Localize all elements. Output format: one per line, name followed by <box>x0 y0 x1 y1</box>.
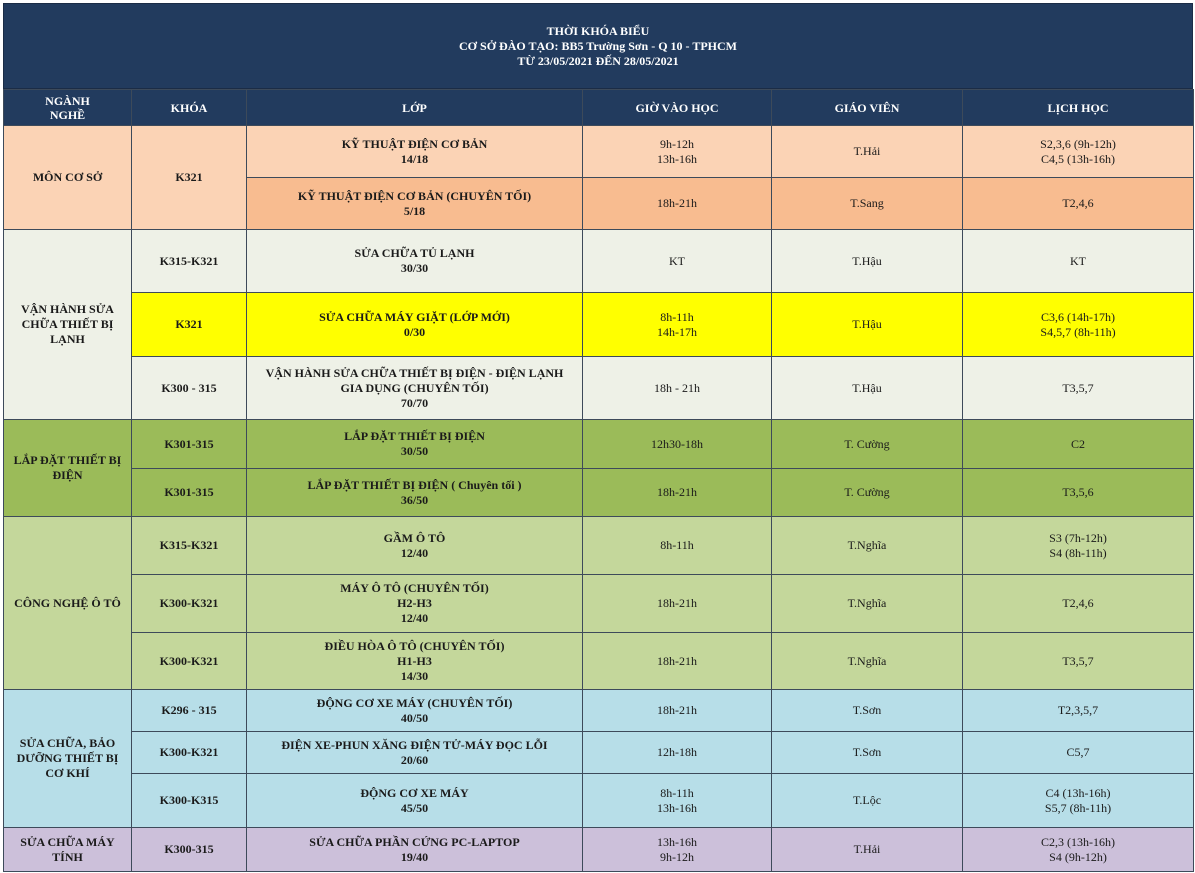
khoa-cell: K315-K321 <box>132 230 247 293</box>
schedule-sheet <box>3 3 1193 872</box>
gv-cell: T.Nghĩa <box>772 575 963 633</box>
khoa-cell: K300-K321 <box>132 732 247 774</box>
col-header-lich-hoc: LỊCH HỌC <box>963 90 1194 126</box>
group-cell: SỬA CHỮA MÁY TÍNH <box>4 828 132 872</box>
gv-cell: T.Hải <box>772 828 963 872</box>
title-banner <box>3 3 1193 89</box>
group-cell: VẬN HÀNH SỬA CHỮA THIẾT BỊ LẠNH <box>4 230 132 420</box>
lop-cell: KỸ THUẬT ĐIỆN CƠ BẢN (CHUYÊN TỐI) 5/18 <box>247 178 583 230</box>
lop-cell: LẮP ĐẶT THIẾT BỊ ĐIỆN 30/50 <box>247 420 583 469</box>
lop-cell: MÁY Ô TÔ (CHUYÊN TỐI) H2-H3 12/40 <box>247 575 583 633</box>
lop-cell: GẦM Ô TÔ 12/40 <box>247 517 583 575</box>
lich-cell: T2,3,5,7 <box>963 690 1194 732</box>
col-header-giao-vien: GIÁO VIÊN <box>772 90 963 126</box>
lich-cell: C5,7 <box>963 732 1194 774</box>
lich-cell: T2,4,6 <box>963 575 1194 633</box>
lop-cell: SỬA CHỮA PHẦN CỨNG PC-LAPTOP 19/40 <box>247 828 583 872</box>
lich-cell: T2,4,6 <box>963 178 1194 230</box>
khoa-cell: K296 - 315 <box>132 690 247 732</box>
lop-cell: ĐỘNG CƠ XE MÁY 45/50 <box>247 774 583 828</box>
table-row <box>4 293 1194 357</box>
lich-cell: S3 (7h-12h) S4 (8h-11h) <box>963 517 1194 575</box>
gv-cell: T.Nghĩa <box>772 633 963 690</box>
gio-cell: 18h - 21h <box>583 357 772 420</box>
table-row <box>4 774 1194 828</box>
table-row <box>4 828 1194 872</box>
table-row <box>4 732 1194 774</box>
khoa-cell: K315-K321 <box>132 517 247 575</box>
khoa-cell: K300-K321 <box>132 633 247 690</box>
gv-cell: T. Cường <box>772 469 963 517</box>
table-row <box>4 690 1194 732</box>
gv-cell: T. Cường <box>772 420 963 469</box>
col-header-gio-vao-hoc: GIỜ VÀO HỌC <box>583 90 772 126</box>
group-cell: LẮP ĐẶT THIẾT BỊ ĐIỆN <box>4 420 132 517</box>
lich-cell: T3,5,7 <box>963 633 1194 690</box>
group-cell: SỬA CHỮA, BẢO DƯỠNG THIẾT BỊ CƠ KHÍ <box>4 690 132 828</box>
gio-cell: KT <box>583 230 772 293</box>
title-date-range: TỪ 23/05/2021 ĐẾN 28/05/2021 <box>517 53 679 68</box>
lich-cell: C3,6 (14h-17h) S4,5,7 (8h-11h) <box>963 293 1194 357</box>
col-header-nganh-nghe: NGÀNH NGHỀ <box>4 90 132 126</box>
group-cell: CÔNG NGHỆ Ô TÔ <box>4 517 132 690</box>
gv-cell: T.Lộc <box>772 774 963 828</box>
lich-cell: C4 (13h-16h) S5,7 (8h-11h) <box>963 774 1194 828</box>
khoa-cell: K321 <box>132 126 247 230</box>
khoa-cell: K300-315 <box>132 828 247 872</box>
gv-cell: T.Hải <box>772 126 963 178</box>
lich-cell: C2 <box>963 420 1194 469</box>
khoa-cell: K301-315 <box>132 469 247 517</box>
table-row <box>4 230 1194 293</box>
lop-cell: ĐIỆN XE-PHUN XĂNG ĐIỆN TỬ-MÁY ĐỌC LỖI 20/60 <box>247 732 583 774</box>
lich-cell: KT <box>963 230 1194 293</box>
col-header-khoa: KHÓA <box>132 90 247 126</box>
title-training-site: CƠ SỞ ĐÀO TẠO: BB5 Trường Sơn - Q 10 - TPHCM <box>459 38 737 53</box>
header-row <box>4 90 1194 126</box>
col-header-lop: LỚP <box>247 90 583 126</box>
lop-cell: ĐỘNG CƠ XE MÁY (CHUYÊN TỐI) 40/50 <box>247 690 583 732</box>
gio-cell: 18h-21h <box>583 178 772 230</box>
gv-cell: T.Nghĩa <box>772 517 963 575</box>
gv-cell: T.Sơn <box>772 690 963 732</box>
lop-cell: SỬA CHỮA MÁY GIẶT (LỚP MỚI) 0/30 <box>247 293 583 357</box>
lich-cell: T3,5,6 <box>963 469 1194 517</box>
gio-cell: 12h30-18h <box>583 420 772 469</box>
lich-cell: T3,5,7 <box>963 357 1194 420</box>
gv-cell: T.Sơn <box>772 732 963 774</box>
gv-cell: T.Hậu <box>772 230 963 293</box>
lop-cell: ĐIỀU HÒA Ô TÔ (CHUYÊN TỐI) H1-H3 14/30 <box>247 633 583 690</box>
group-cell: MÔN CƠ SỞ <box>4 126 132 230</box>
table-row <box>4 575 1194 633</box>
khoa-cell: K301-315 <box>132 420 247 469</box>
gio-cell: 18h-21h <box>583 690 772 732</box>
gio-cell: 13h-16h 9h-12h <box>583 828 772 872</box>
lich-cell: C2,3 (13h-16h) S4 (9h-12h) <box>963 828 1194 872</box>
gio-cell: 12h-18h <box>583 732 772 774</box>
lich-cell: S2,3,6 (9h-12h) C4,5 (13h-16h) <box>963 126 1194 178</box>
gio-cell: 8h-11h 14h-17h <box>583 293 772 357</box>
table-row <box>4 469 1194 517</box>
table-row <box>4 517 1194 575</box>
gv-cell: T.Hậu <box>772 357 963 420</box>
gio-cell: 9h-12h 13h-16h <box>583 126 772 178</box>
khoa-cell: K321 <box>132 293 247 357</box>
gio-cell: 18h-21h <box>583 575 772 633</box>
khoa-cell: K300-K321 <box>132 575 247 633</box>
table-row <box>4 633 1194 690</box>
table-row <box>4 357 1194 420</box>
khoa-cell: K300 - 315 <box>132 357 247 420</box>
gio-cell: 18h-21h <box>583 633 772 690</box>
lop-cell: VẬN HÀNH SỬA CHỮA THIẾT BỊ ĐIỆN - ĐIỆN LẠNH GIA DỤNG (CHUYÊN TỐI) 70/70 <box>247 357 583 420</box>
schedule-table <box>3 89 1194 872</box>
lop-cell: LẮP ĐẶT THIẾT BỊ ĐIỆN ( Chuyên tối ) 36/50 <box>247 469 583 517</box>
gv-cell: T.Sang <box>772 178 963 230</box>
lop-cell: KỸ THUẬT ĐIỆN CƠ BẢN 14/18 <box>247 126 583 178</box>
khoa-cell: K300-K315 <box>132 774 247 828</box>
gv-cell: T.Hậu <box>772 293 963 357</box>
table-row <box>4 420 1194 469</box>
title-heading: THỜI KHÓA BIỂU <box>546 23 650 38</box>
gio-cell: 8h-11h <box>583 517 772 575</box>
gio-cell: 8h-11h 13h-16h <box>583 774 772 828</box>
table-row <box>4 126 1194 178</box>
gio-cell: 18h-21h <box>583 469 772 517</box>
lop-cell: SỬA CHỮA TỦ LẠNH 30/30 <box>247 230 583 293</box>
